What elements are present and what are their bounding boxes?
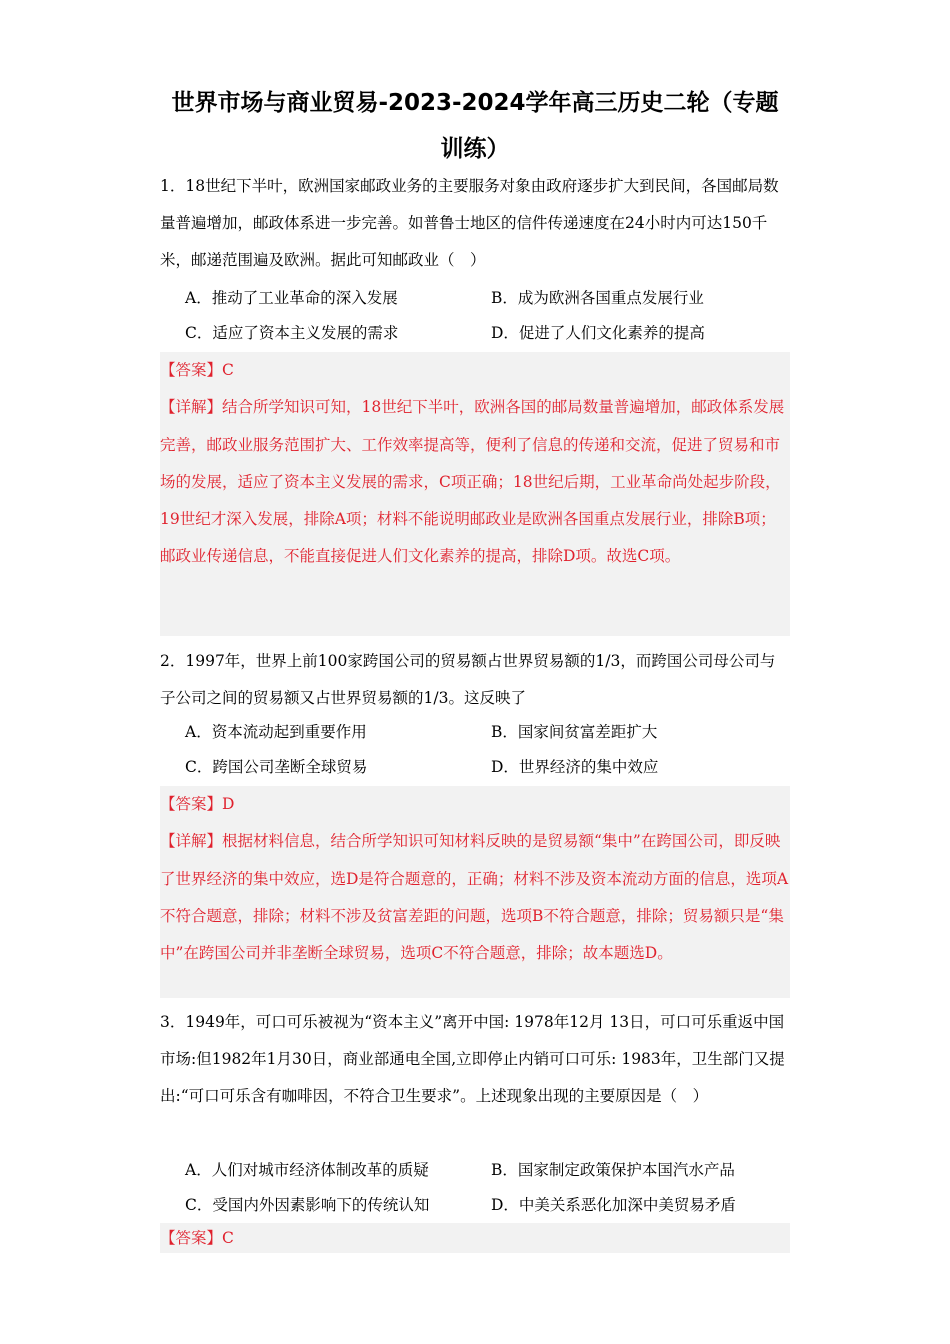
question-1-option-b: B．成为欧洲各国重点发展行业 xyxy=(491,289,704,307)
question-1-option-c: C．适应了资本主义发展的需求 xyxy=(185,324,399,342)
page-title: 世界市场与商业贸易-2023-2024学年高三历史二轮（专题训练） xyxy=(171,90,779,162)
question-1-answer-block xyxy=(160,352,790,636)
question-2-answer: 【答案】D xyxy=(160,795,235,813)
question-2-stem: 2．1997年，世界上前100家跨国公司的贸易额占世界贸易额的1/3，而跨国公司母公司与子公司之间的贸易额又占世界贸易额的1/3。这反映了 xyxy=(160,652,776,707)
question-1-option-a: A．推动了工业革命的深入发展 xyxy=(185,289,398,307)
question-2-answer-block xyxy=(160,786,790,998)
question-1-explanation: 【详解】结合所学知识可知，18世纪下半叶，欧洲各国的邮局数量普遍增加，邮政体系发展完善，邮政业服务范围扩大、工作效率提高等，便利了信息的传递和交流，促进了贸易和市场的发展，适应了资本主义发展的需求，C项正确；18世纪后期，工业革命尚处起步阶段，19世纪才深入发展，排除A项；材料不能说明邮政业是欧洲各国重点发展行业，排除B项；邮政业传递信息，不能直接促进人们文化素养的提高，排除D项。故选C项。 xyxy=(160,398,785,566)
question-2-option-b: B．国家间贫富差距扩大 xyxy=(491,723,658,741)
question-3-option-d: D．中美关系恶化加深中美贸易矛盾 xyxy=(491,1196,736,1214)
question-3-answer: 【答案】C xyxy=(160,1229,234,1247)
question-3-option-c: C．受国内外因素影响下的传统认知 xyxy=(185,1196,430,1214)
question-2-option-c: C．跨国公司垄断全球贸易 xyxy=(185,758,368,776)
question-3-option-a: A．人们对城市经济体制改革的质疑 xyxy=(185,1161,429,1179)
question-2-explanation: 【详解】根据材料信息，结合所学知识可知材料反映的是贸易额“集中”在跨国公司，即反映了世界经济的集中效应，选D是符合题意的，正确；材料不涉及资本流动方面的信息，选项A不符合题意，排除；材料不涉及贫富差距的问题，选项B不符合题意，排除；贸易额只是“集中”在跨国公司并非垄断全球贸易，选项C不符合题意，排除；故本题选D。 xyxy=(160,832,789,963)
question-3-option-b: B．国家制定政策保护本国汽水产品 xyxy=(491,1161,735,1179)
question-1-stem: 1．18世纪下半叶，欧洲国家邮政业务的主要服务对象由政府逐步扩大到民间，各国邮局数量普遍增加，邮政体系进一步完善。如普鲁士地区的信件传递速度在24小时内可达150千米，邮递范围遍及欧洲。据此可知邮政业（ ） xyxy=(160,177,779,269)
question-3-stem: 3．1949年，可口可乐被视为“资本主义”离开中国: 1978年12月 13日，可口可乐重返中国市场:但1982年1月30日，商业部通电全国,立即停止内销可口可乐: 1983年，卫生部门又提出:“可口可乐含有咖啡因，不符合卫生要求”。上述现象出现的主要原因是（ ） xyxy=(160,1013,785,1105)
question-1-option-d: D．促进了人们文化素养的提高 xyxy=(491,324,705,342)
question-1-answer: 【答案】C xyxy=(160,361,234,379)
question-2-option-d: D．世界经济的集中效应 xyxy=(491,758,659,776)
question-2-option-a: A．资本流动起到重要作用 xyxy=(185,723,367,741)
question-3-answer-block xyxy=(160,1223,790,1253)
